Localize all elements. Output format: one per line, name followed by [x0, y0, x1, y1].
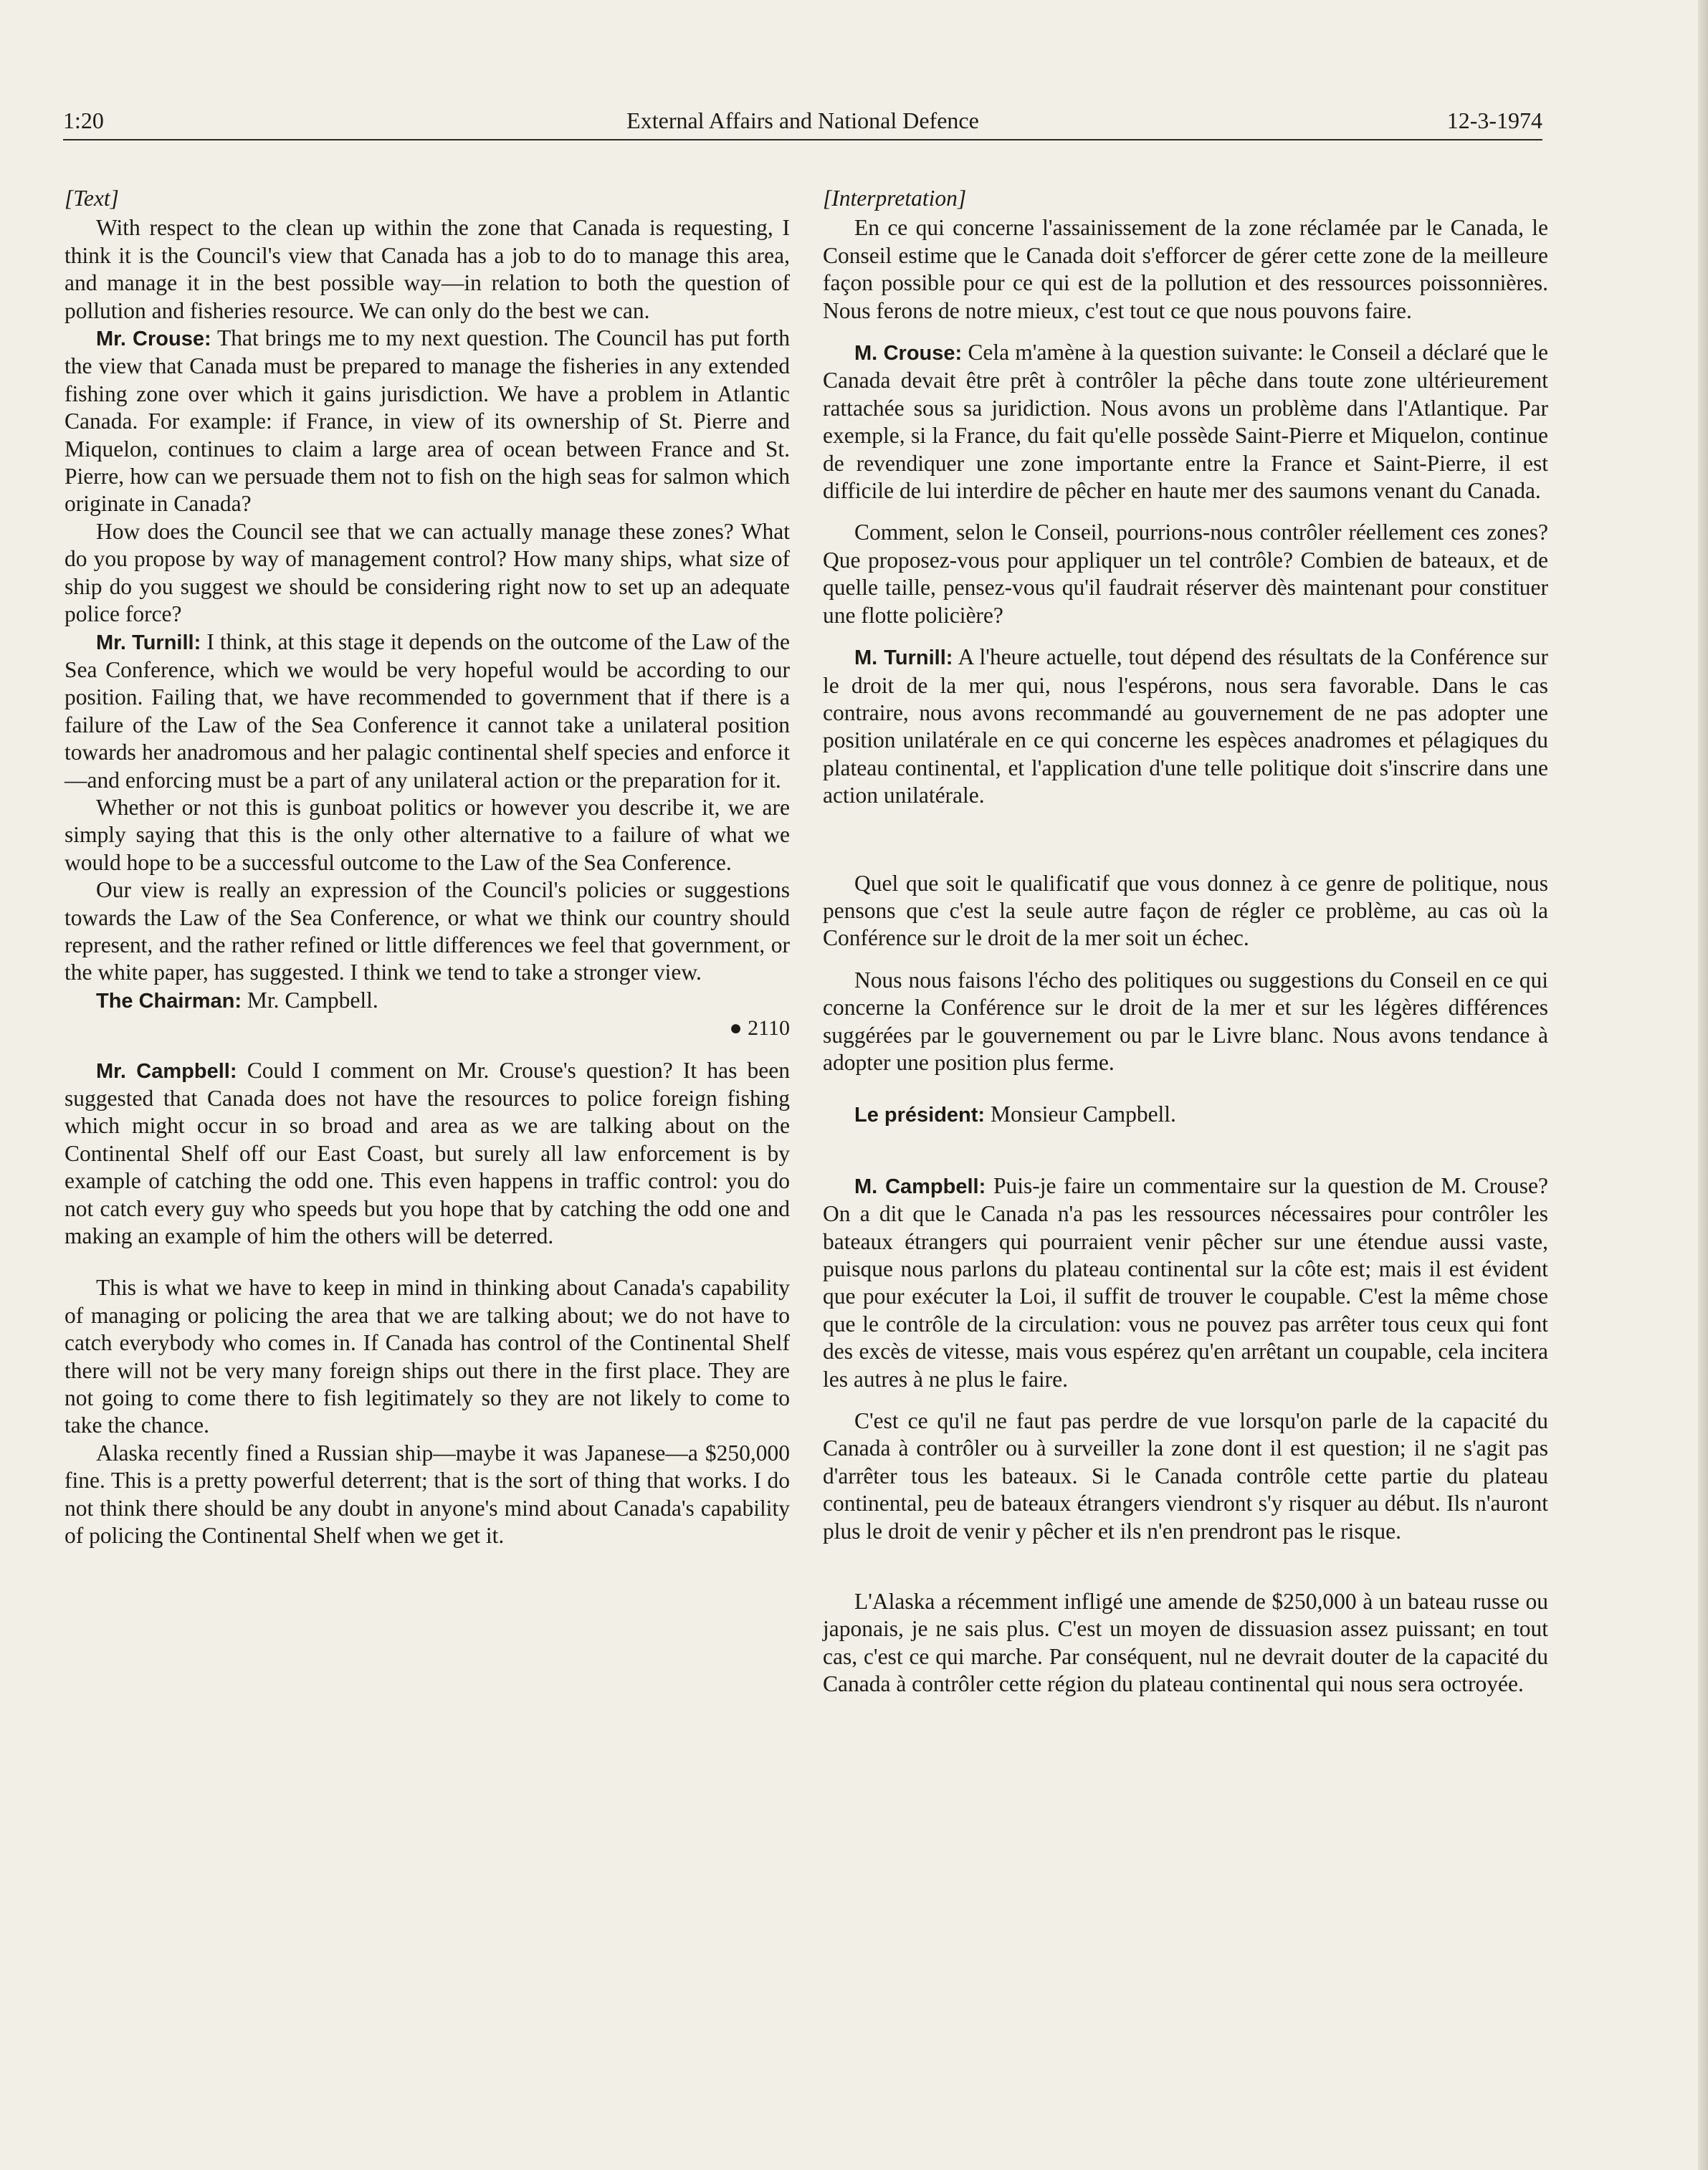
paragraph [823, 644, 1548, 809]
spacer [823, 952, 1548, 967]
speaker-name: Mr. Campbell: [96, 1059, 237, 1083]
spacer [823, 1129, 1548, 1172]
paragraph: With respect to the clean up within the zone that Canada is requesting, I think it is the Council's view that Canada has a job to do to manage this area, and manage it in the best possible way—in relation to both the question of pollution and fisheries resource. We can only do the best we can. [65, 215, 790, 323]
paragraph [65, 325, 790, 518]
header-date: 12-3-1974 [1446, 107, 1542, 133]
speaker-name: Mr. Crouse: [96, 328, 211, 351]
spacer [823, 1076, 1548, 1101]
interpretation-tag: [Interpretation] [823, 186, 967, 211]
paragraph [65, 628, 790, 794]
paragraph: How does the Council see that we can actually manage these zones? What do you propose by way of management control? How many ships, what size of ship do you suggest we should be considering right now to set up an adequate police force? [65, 518, 790, 627]
speech-text: Puis-je faire un commentaire sur la question de M. Crouse? On a dit que le Canada n'a pas les ressources nécessaires pour contrôler les bateaux étrangers qui pourraient venir pêcher sur une étendue aussi vaste, puisque nous parlons du plateau continental sur la côte est; mais il est évident que pour exécuter la Loi, il suffit de trouver le coupable. C'est la même chose que le contrôle de la circulation: vous ne pouvez pas arrêter tous ceux qui font des excès de vitesse, mais vous espérez qu'en arrêtant un coupable, cela incitera les autres à ne plus le faire. [823, 1172, 1548, 1392]
speaker-name: M. Crouse: [854, 342, 963, 365]
paragraph [65, 987, 790, 1015]
text-tag-label: Text [73, 186, 110, 211]
header-title: External Affairs and National Defence [626, 107, 979, 133]
speech-text: That brings me to my next question. The Council has put forth the view that Canada must be prepared to manage the fisheries in any extended fishing zone over which it gains jurisdiction. We have a problem in Atlantic Canada. For example: if France, in view of its ownership of St. Pierre and Miquelon, continues to claim a large area of ocean between France and St. Pierre, how can we persuade them not to fish on the high seas for salmon which originate in Canada? [65, 325, 790, 517]
paragraph [65, 1057, 790, 1251]
spacer [65, 1250, 790, 1274]
paragraph: Alaska recently fined a Russian ship—maybe it was Japanese—a $250,000 fine. This is a pretty powerful deterrent; that is the sort of thing that works. I do not think there should be any doubt in anyone's mind about Canada's capability of policing the Continental Shelf when we get it. [65, 1440, 790, 1549]
interpretation-tag-label: Interpretation [831, 186, 958, 211]
french-column [823, 185, 1548, 1698]
paragraph: Our view is really an expression of the Council's policies or suggestions towards the Law of the Sea Conference, or what we think our country should represent, and the rather refined or little differences we feel that government, or the white paper, has suggested. I think we tend to take a stronger view. [65, 877, 790, 985]
header-rule [63, 139, 1542, 140]
paragraph: C'est ce qu'il ne faut pas perdre de vue lorsqu'on parle de la capacité du Canada à contrôler ou à surveiller la zone dont il est question; il ne s'agit pas d'arrêter tous les bateaux. Si le Canada contrôle cette partie du plateau continental, peu de bateaux étrangers viendront s'y risquer au début. Ils n'auront plus le droit de venir y pêcher et ils n'en prendront pas le risque. [823, 1408, 1548, 1544]
paragraph: Whether or not this is gunboat politics or however you describe it, we are simply saying that this is the only other alternative to a failure of what we would hope to be a successful outcome to the Law of the Sea Conference. [65, 794, 790, 875]
speaker-name: The Chairman: [96, 989, 242, 1013]
header-page-number: 1:20 [63, 107, 104, 133]
spacer [823, 1393, 1548, 1407]
paragraph: L'Alaska a récemment infligé une amende de $250,000 à un bateau russe ou japonais, je ne sais plus. C'est un moyen de dissuasion assez puissant; en tout cas, c'est ce qui marche. Par conséquent, nul ne devrait douter de la capacité du Canada à contrôler cette région du plateau continental qui nous sera octroyée. [823, 1589, 1548, 1697]
speech-text: Could I comment on Mr. Crouse's question? It has been suggested that Canada does not have the resources to police foreign fishing which might occur in so broad and area as we are talking about on the Continental Shelf off our East Coast, but surely all law enforcement is by example of catching the odd one. This even happens in traffic control: you do not catch every guy who speeds but you hope that by catching the odd one and making an example of him the others will be deterred. [65, 1057, 790, 1249]
speaker-name: M. Turnill: [854, 646, 953, 670]
speaker-name: M. Campbell: [854, 1175, 986, 1198]
speaker-name: Le président: [854, 1104, 986, 1127]
speech-text: A l'heure actuelle, tout dépend des résultats de la Conférence sur le droit de la mer qui, nous l'espérons, nous sera favorable. Dans le cas contraire, nous avons recommandé au gouvernement de ne pas adopter une position unilatérale en ce qui concerne les espèces anadromes et pélagiques du plateau continental, et l'application d'une telle politique doit s'inscrire dans une action unilatérale. [823, 644, 1548, 808]
spacer [823, 810, 1548, 870]
time-marker: ● 2110 [729, 1016, 790, 1041]
spacer [823, 1545, 1548, 1588]
paragraph: Comment, selon le Conseil, pourrions-nous contrôler réellement ces zones? Que proposez-vous pour appliquer un tel contrôle? Combien de bateaux, et de quelle taille, pensez-vous qu'il faudrait réserver dès maintenant pour constituer une flotte policière? [823, 520, 1548, 628]
speech-text: Monsieur Campbell. [985, 1101, 1176, 1127]
paragraph [823, 339, 1548, 505]
spacer [823, 325, 1548, 339]
paragraph: Quel que soit le qualificatif que vous donnez à ce genre de politique, nous pensons que c'est la seule autre façon de régler ce problème, au cas où la Conférence sur le droit de la mer soit un échec. [823, 870, 1548, 951]
speaker-name: Mr. Turnill: [96, 631, 201, 654]
speech-text: I think, at this stage it depends on the outcome of the Law of the Sea Conference, which we would be very hopeful would be according to our position. Failing that, we have recommended to government that if there is a failure of the Law of the Sea Conference it cannot take a unilateral position towards her anadromous and her palagic continental shelf species and enforce it—and enforcing must be a part of any unilateral action or the preparation for it. [65, 628, 790, 793]
spacer [823, 505, 1548, 519]
paragraph [823, 1172, 1548, 1393]
running-header [63, 102, 1542, 139]
paragraph: This is what we have to keep in mind in thinking about Canada's capability of managing or policing the area that we are talking about; we do not have to catch everybody who comes in. If Canada has control of the Continental Shelf there will not be very many foreign ships out there in the first place. They are not going to come there to fish legitimately so they are not likely to come to take the chance. [65, 1275, 790, 1438]
spacer [65, 1043, 790, 1057]
speech-text: Mr. Campbell. [242, 987, 378, 1013]
spacer [823, 629, 1548, 644]
paragraph [823, 1101, 1548, 1129]
speech-text: Cela m'amène à la question suivante: le Conseil a déclaré que le Canada devait être prêt à contrôler la pêche dans toute zone ultérieurement rattachée sous sa juridiction. Nous avons un problème dans l'Atlantique. Par exemple, si la France, du fait qu'elle possède Saint-Pierre et Miquelon, continue de revendiquer une zone importante entre la France et Saint-Pierre, il est difficile de lui interdire de pêcher en haute mer des saumons venant du Canada. [823, 340, 1548, 504]
english-column [65, 185, 790, 1550]
text-tag: [Text] [65, 186, 119, 211]
paragraph: Nous nous faisons l'écho des politiques ou suggestions du Conseil en ce qui concerne la Conférence sur le droit de la mer et sur les légères différences suggérées par le gouvernement ou par le Livre blanc. Nous avons tendance à adopter une position plus ferme. [823, 967, 1548, 1075]
page-edge [1698, 0, 1708, 2170]
paragraph: En ce qui concerne l'assainissement de la zone réclamée par le Canada, le Conseil estime que le Canada doit s'efforcer de gérer cette zone de la meilleure façon possible pour ce qui est de la pollution et des ressources poissonnières. Nous ferons de notre mieux, c'est tout ce que nous pouvons faire. [823, 215, 1548, 323]
